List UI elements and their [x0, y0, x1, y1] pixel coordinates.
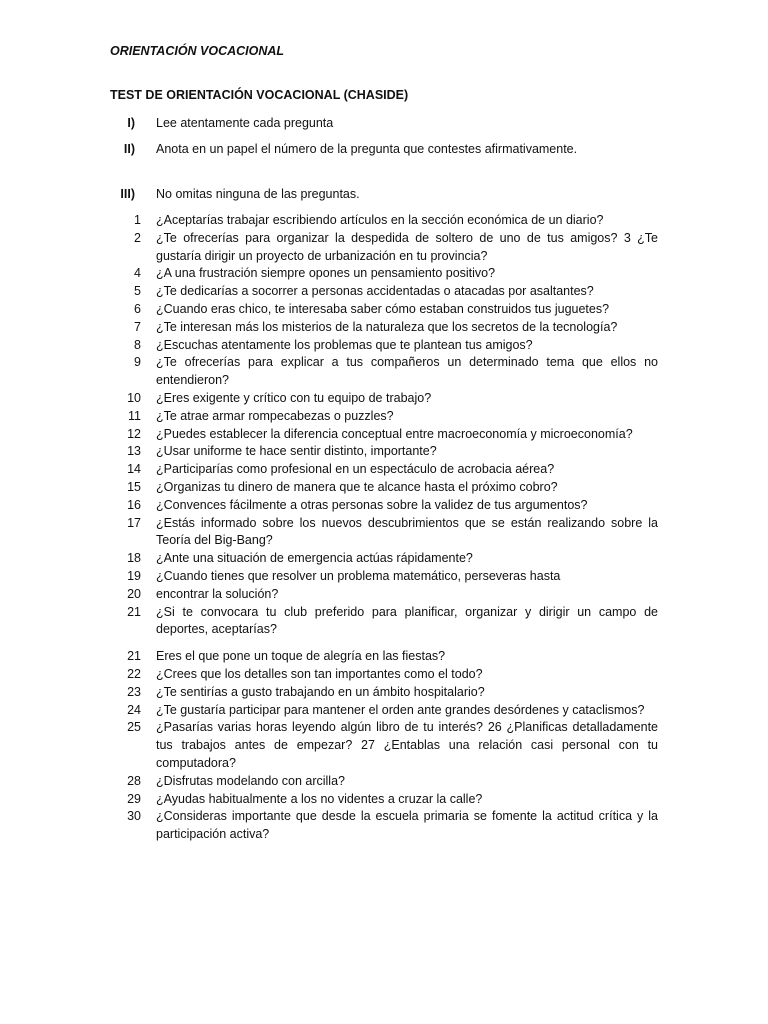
question-text: ¿Participarías como profesional en un espectáculo de acrobacia aérea?: [156, 462, 555, 477]
question-text: ¿Disfrutas modelando con arcilla?: [156, 773, 345, 788]
question-text: ¿Te ofrecerías para organizar la despedida de soltero de uno de tus amigos? 3 ¿Te gustaría dirigir un proyecto de urbanización en tu provincia?: [156, 230, 658, 263]
question-number: 11: [128, 408, 141, 423]
question-text: ¿Crees que los detalles son tan importantes como el todo?: [156, 666, 483, 681]
question-item: [0, 719, 768, 772]
question-item: [0, 604, 768, 640]
question-list: [0, 212, 768, 844]
question-item: [0, 265, 768, 283]
question-item: [0, 684, 768, 702]
question-text: ¿Si te convocara tu club preferido para planificar, organizar y dirigir un campo de deportes, aceptarías?: [156, 604, 658, 637]
question-number: 8: [134, 337, 141, 352]
question-item: [0, 390, 768, 408]
question-item: [0, 301, 768, 319]
instruction-number: II): [123, 142, 135, 156]
question-number: 21: [127, 604, 141, 619]
question-number: 13: [127, 444, 141, 459]
question-text: ¿Estás informado sobre los nuevos descubrimientos que se están realizando sobre la Teoría del Big-Bang?: [156, 515, 658, 548]
question-item: [0, 497, 768, 515]
question-text: ¿Cuando eras chico, te interesaba saber cómo estaban construidos tus juguetes?: [156, 301, 610, 316]
question-text: ¿Te sentirías a gusto trabajando en un ámbito hospitalario?: [156, 684, 485, 699]
question-number: 2: [134, 230, 141, 245]
question-item: [0, 319, 768, 337]
question-text: ¿Convences fácilmente a otras personas sobre la validez de tus argumentos?: [156, 497, 588, 512]
question-item: [0, 461, 768, 479]
question-number: 10: [127, 390, 141, 405]
document-header: ORIENTACIÓN VOCACIONAL: [110, 44, 285, 58]
question-item: [0, 568, 768, 586]
question-item: [0, 354, 768, 390]
question-text: ¿Ayudas habitualmente a los no videntes a cruzar la calle?: [156, 791, 483, 806]
question-number: 5: [134, 284, 141, 299]
question-text: encontrar la solución?: [156, 586, 279, 601]
question-text: ¿Te interesan más los misterios de la naturaleza que los secretos de la tecnología?: [156, 319, 618, 334]
question-item: [0, 550, 768, 568]
question-text: ¿Escuchas atentamente los problemas que te plantean tus amigos?: [156, 337, 533, 352]
question-text: ¿Te dedicarías a socorrer a personas accidentadas o atacadas por asaltantes?: [156, 284, 594, 299]
question-text: ¿Te atrae armar rompecabezas o puzzles?: [156, 408, 394, 423]
question-number: 6: [134, 301, 141, 316]
question-number: 25: [127, 720, 141, 735]
question-item: [0, 426, 768, 444]
question-text: ¿Pasarías varias horas leyendo algún libro de tu interés? 26 ¿Planificas detalladamente tus trabajos antes de empezar? 27 ¿Entablas una relación casi personal con tu computadora?: [156, 720, 658, 770]
question-item: [0, 666, 768, 684]
question-number: 16: [127, 497, 141, 512]
question-text: ¿Cuando tienes que resolver un problema matemático, perseveras hasta: [156, 568, 561, 583]
question-text: ¿Organizas tu dinero de manera que te alcance hasta el próximo cobro?: [156, 479, 558, 494]
instruction-text: Lee atentamente cada pregunta: [156, 116, 334, 130]
question-number: 28: [127, 773, 141, 788]
question-item: [0, 648, 768, 666]
question-text: ¿Puedes establecer la diferencia conceptual entre macroeconomía y microeconomía?: [156, 426, 633, 441]
question-number: 15: [127, 479, 141, 494]
question-text: Eres el que pone un toque de alegría en las fiestas?: [156, 649, 446, 664]
question-item: [0, 586, 768, 604]
question-number: 20: [127, 586, 141, 601]
question-item: [0, 773, 768, 791]
question-number: 19: [127, 568, 141, 583]
question-number: 21: [127, 649, 141, 664]
question-text: ¿Te ofrecerías para explicar a tus compañeros un determinado tema que ellos no entendieron?: [156, 355, 658, 388]
question-number: 18: [127, 551, 141, 566]
question-text: ¿Eres exigente y crítico con tu equipo de trabajo?: [156, 390, 432, 405]
question-item: [0, 791, 768, 809]
question-item: [0, 212, 768, 230]
question-item: [0, 443, 768, 461]
question-item: [0, 283, 768, 301]
question-text: ¿Consideras importante que desde la escuela primaria se fomente la actitud crítica y la participación activa?: [156, 809, 658, 842]
question-number: 22: [127, 666, 141, 681]
question-item: [0, 479, 768, 497]
instruction-text: Anota en un papel el número de la pregunta que contestes afirmativamente.: [156, 142, 578, 156]
question-text: ¿Aceptarías trabajar escribiendo artículos en la sección económica de un diario?: [156, 213, 604, 227]
instruction-number: III): [120, 187, 135, 201]
question-number: 7: [134, 319, 141, 334]
question-item: [0, 515, 768, 551]
question-number: 23: [127, 684, 141, 699]
question-item: [0, 230, 768, 266]
test-title: TEST DE ORIENTACIÓN VOCACIONAL (CHASIDE): [110, 88, 409, 102]
question-text: ¿A una frustración siempre opones un pensamiento positivo?: [156, 266, 496, 281]
question-item: [0, 808, 768, 844]
question-item: [0, 337, 768, 355]
question-item: [0, 408, 768, 426]
question-number: 14: [127, 462, 141, 477]
question-number: 4: [134, 266, 141, 281]
instruction-number: I): [127, 116, 135, 130]
question-text: ¿Te gustaría participar para mantener el orden ante grandes desórdenes y cataclismos?: [156, 702, 645, 717]
question-item: [0, 702, 768, 720]
question-number: 17: [127, 515, 141, 530]
question-number: 24: [127, 702, 141, 717]
question-number: 9: [134, 355, 141, 370]
section-gap: [0, 639, 768, 648]
question-text: ¿Ante una situación de emergencia actúas rápidamente?: [156, 551, 473, 566]
question-number: 1: [134, 213, 141, 227]
instruction-text: No omitas ninguna de las preguntas.: [156, 187, 360, 201]
question-text: ¿Usar uniforme te hace sentir distinto, importante?: [156, 444, 437, 459]
question-number: 29: [127, 791, 141, 806]
question-number: 12: [127, 426, 141, 441]
question-number: 30: [127, 809, 141, 824]
